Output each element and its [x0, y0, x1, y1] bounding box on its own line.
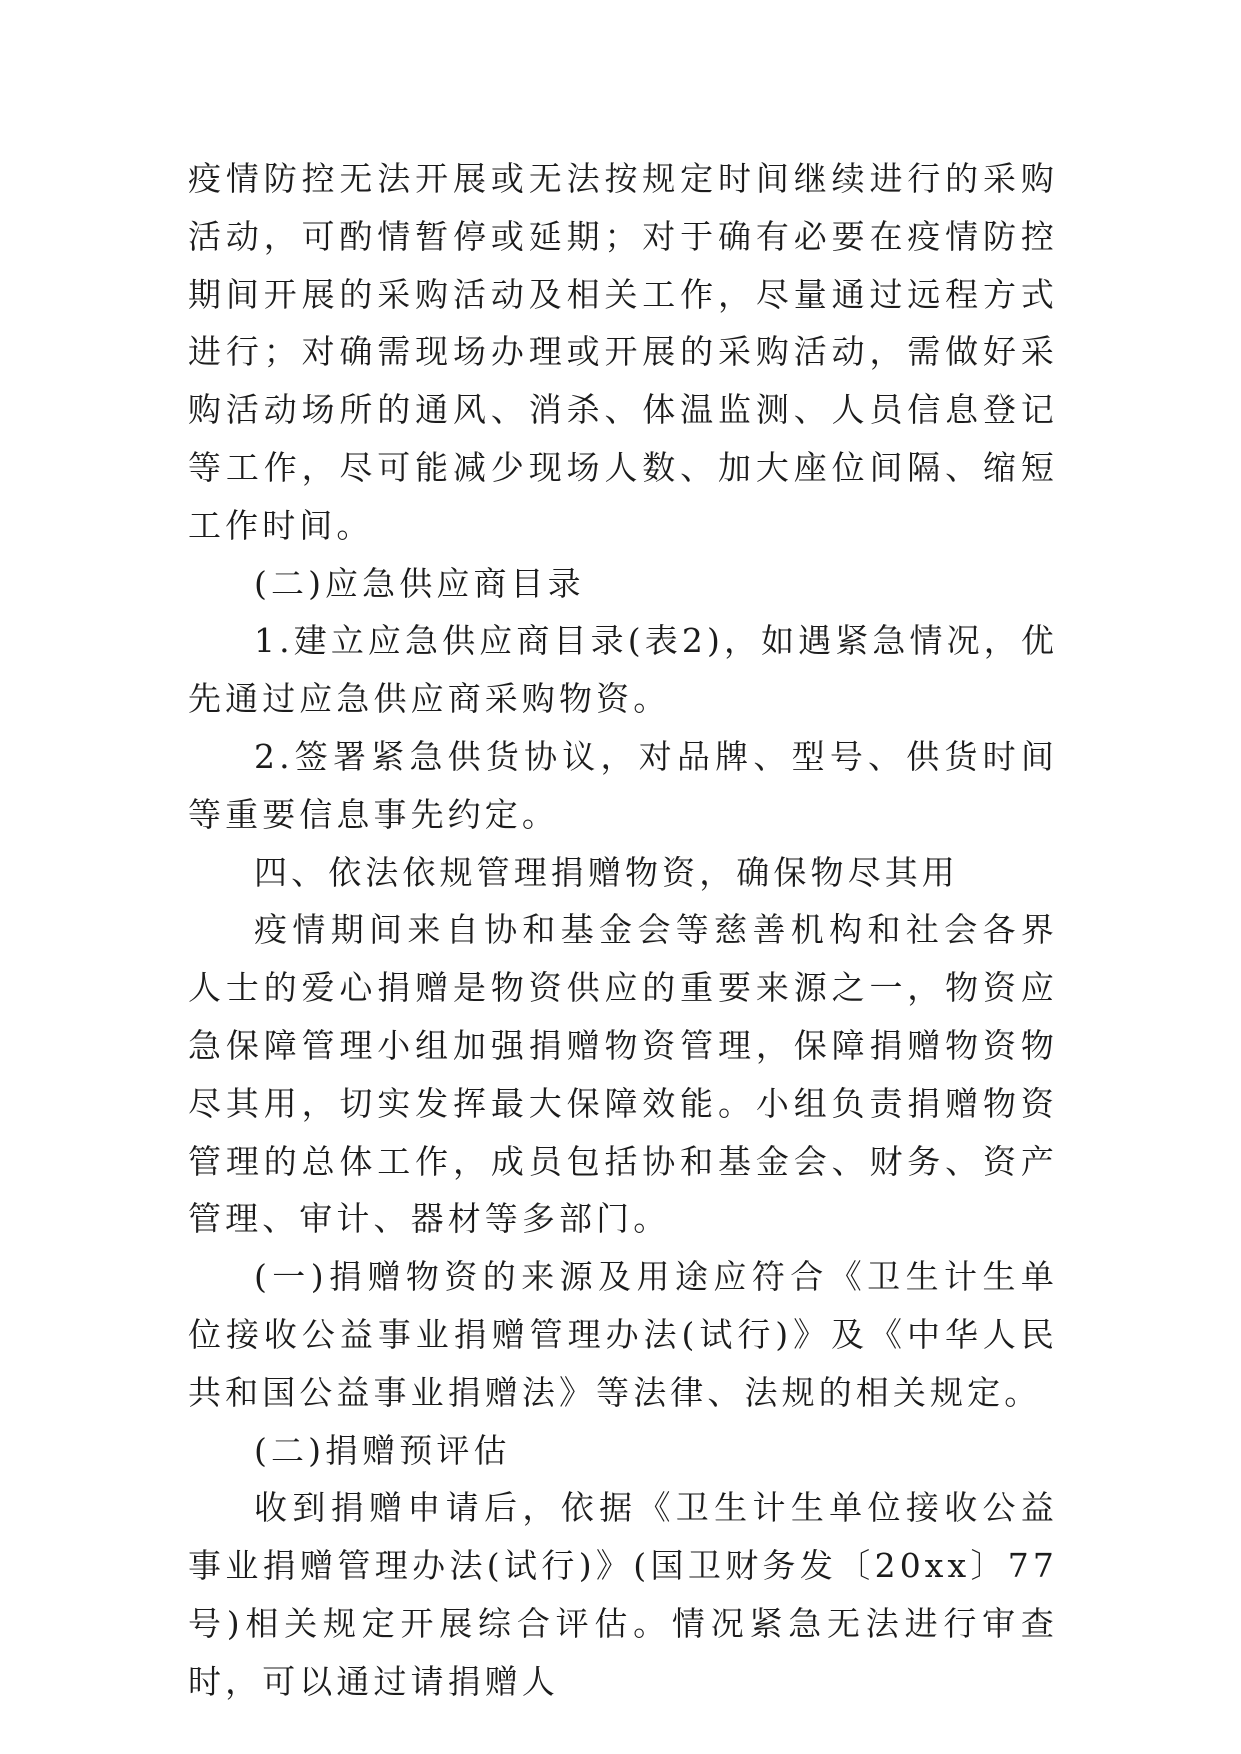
paragraph-item-1: 1.建立应急供应商目录(表2)，如遇紧急情况，优先通过应急供应商采购物资。: [188, 621, 1058, 719]
paragraph-donation-overview: 疫情期间来自协和基金会等慈善机构和社会各界人士的爱心捐赠是物资供应的重要来源之一，物资应急保障管理小组加强捐赠物资管理，保障捐赠物资物尽其用，切实发挥最大保障效能。小组负责捐赠物资管理的总体工作，成员包括协和基金会、财务、资产管理、审计、器材等多部门。: [188, 910, 1058, 1239]
paragraph-procurement-continuation: 疫情防控无法开展或无法按规定时间继续进行的采购活动，可酌情暂停或延期；对于确有必要在疫情防控期间开展的采购活动及相关工作，尽量通过远程方式进行；对确需现场办理或开展的采购活动，需做好采购活动场所的通风、消杀、体温监测、人员信息登记等工作，尽可能减少现场人数、加大座位间隔、缩短工作时间。: [188, 159, 1058, 545]
heading-section-four: 四、依法依规管理捐赠物资，确保物尽其用: [254, 852, 959, 892]
document-body: [188, 150, 1058, 1711]
heading-donation-pre-assessment: (二)捐赠预评估: [254, 1430, 511, 1470]
paragraph-item-2: 2.签署紧急供货协议，对品牌、型号、供货时间等重要信息事先约定。: [188, 736, 1058, 834]
heading-emergency-supplier-list: (二)应急供应商目录: [254, 563, 585, 603]
paragraph-donation-assessment: 收到捐赠申请后，依据《卫生计生单位接收公益事业捐赠管理办法(试行)》(国卫财务发〔20xx〕77号)相关规定开展综合评估。情况紧急无法进行审查时，可以通过请捐赠人: [188, 1488, 1058, 1701]
paragraph-donation-source: (一)捐赠物资的来源及用途应符合《卫生计生单位接收公益事业捐赠管理办法(试行)》及《中华人民共和国公益事业捐赠法》等法律、法规的相关规定。: [188, 1257, 1058, 1412]
